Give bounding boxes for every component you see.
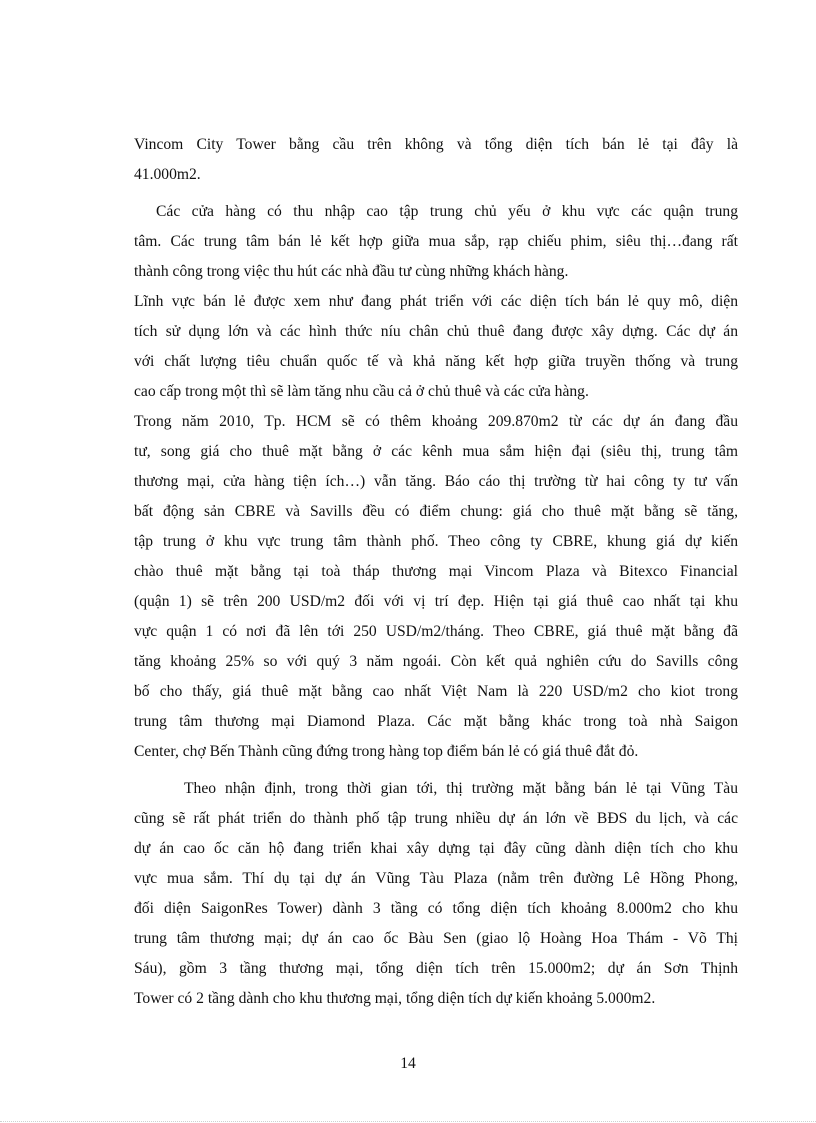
page-bottom-rule <box>0 1121 816 1122</box>
paragraph-2-line-2: tâm. Các trung tâm bán lẻ kết hợp giữa mua sắp, rạp chiếu phim, siêu thị…đang rất <box>134 233 738 250</box>
paragraph-4-line-5: tập trung ở khu vực trung tâm thành phố. Theo công ty CBRE, khung giá dự kiến <box>134 533 738 550</box>
paragraph-3-line-2: tích sử dụng lớn và các hình thức níu chân chủ thuê đang được xây dựng. Các dự án <box>134 323 738 340</box>
paragraph-5-line-4: vực mua sắm. Thí dụ tại dự án Vũng Tàu Plaza (nằm trên đường Lê Hồng Phong, <box>134 870 738 887</box>
paragraph-5-line-6: trung tâm thương mại; dự án cao ốc Bàu Sen (giao lộ Hoàng Hoa Thám - Võ Thị <box>134 930 738 947</box>
paragraph-5-line-8: Tower có 2 tầng dành cho khu thương mại, tổng diện tích dự kiến khoảng 5.000m2. <box>134 990 656 1007</box>
paragraph-4-line-9: tăng khoảng 25% so với quý 3 năm ngoái. Còn kết quả nghiên cứu do Savills công <box>134 653 738 670</box>
paragraph-5-line-7: Sáu), gồm 3 tầng thương mại, tổng diện tích trên 15.000m2; dự án Sơn Thịnh <box>134 960 738 977</box>
paragraph-5-line-2: cũng sẽ rất phát triển do thành phố tập trung nhiều dự án lớn về BĐS du lịch, và các <box>134 810 738 827</box>
paragraph-5-line-5: đối diện SaigonRes Tower) dành 3 tầng có tổng diện tích khoảng 8.000m2 cho khu <box>134 900 738 917</box>
paragraph-2-line-1: Các cửa hàng có thu nhập cao tập trung chủ yếu ở khu vực các quận trung <box>156 203 738 220</box>
paragraph-4-line-12: Center, chợ Bến Thành cũng đứng trong hàng top điểm bán lẻ có giá thuê đắt đỏ. <box>134 743 639 760</box>
paragraph-3-line-1: Lĩnh vực bán lẻ được xem như đang phát triển với các diện tích bán lẻ quy mô, diện <box>134 293 738 310</box>
paragraph-4-line-2: tư, song giá cho thuê mặt bằng ở các kênh mua sắm hiện đại (siêu thị, trung tâm <box>134 443 738 460</box>
paragraph-1-line-2: 41.000m2. <box>134 166 201 183</box>
paragraph-4-line-4: bất động sản CBRE và Savills đều có điểm chung: giá cho thuê mặt bằng sẽ tăng, <box>134 503 738 520</box>
paragraph-3-line-3: với chất lượng tiêu chuẩn quốc tế và khả năng kết hợp giữa truyền thống và trung <box>134 353 738 370</box>
paragraph-5-line-3: dự án cao ốc căn hộ đang triển khai xây dựng tại đây cũng dành diện tích cho khu <box>134 840 738 857</box>
paragraph-2-line-3: thành công trong việc thu hút các nhà đầu tư cùng những khách hàng. <box>134 263 569 280</box>
paragraph-4-line-3: thương mại, cửa hàng tiện ích…) vẫn tăng. Báo cáo thị trường từ hai công ty tư vấn <box>134 473 738 490</box>
paragraph-1-line-1: Vincom City Tower bằng cầu trên không và tổng diện tích bán lẻ tại đây là <box>134 136 738 153</box>
paragraph-4-line-1: Trong năm 2010, Tp. HCM sẽ có thêm khoảng 209.870m2 từ các dự án đang đầu <box>134 413 738 430</box>
paragraph-4-line-10: bố cho thấy, giá thuê mặt bằng cao nhất Việt Nam là 220 USD/m2 cho kiot trong <box>134 683 738 700</box>
paragraph-3-line-4: cao cấp trong một thì sẽ làm tăng nhu cầu cả ở chủ thuê và các cửa hàng. <box>134 383 589 400</box>
paragraph-5-line-1: Theo nhận định, trong thời gian tới, thị trường mặt bằng bán lẻ tại Vũng Tàu <box>184 780 738 797</box>
paragraph-4-line-6: chào thuê mặt bằng tại toà tháp thương mại Vincom Plaza và Bitexco Financial <box>134 563 738 580</box>
paragraph-4-line-8: vực quận 1 có nơi đã lên tới 250 USD/m2/tháng. Theo CBRE, giá thuê mặt bằng đã <box>134 623 738 640</box>
paragraph-4-line-7: (quận 1) sẽ trên 200 USD/m2 đối với vị trí đẹp. Hiện tại giá thuê cao nhất tại khu <box>134 593 738 610</box>
paragraph-4-line-11: trung tâm thương mại Diamond Plaza. Các mặt bằng khác trong toà nhà Saigon <box>134 713 738 730</box>
body-text <box>134 130 738 1014</box>
page-number: 14 <box>400 1055 416 1072</box>
